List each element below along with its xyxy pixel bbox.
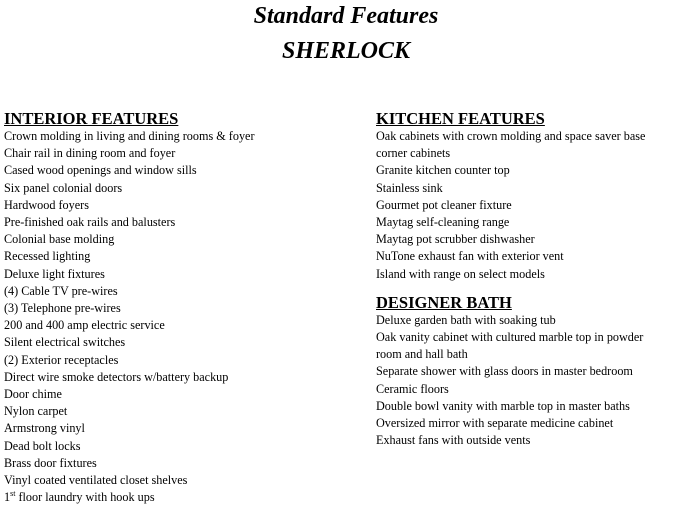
list-item: Maytag pot scrubber dishwasher	[376, 232, 535, 247]
list-item: (4) Cable TV pre-wires	[4, 283, 118, 298]
document-title: Standard Features	[253, 3, 439, 29]
list-item: Crown molding in living and dining rooms & foyer	[4, 129, 255, 143]
interior-features-list	[4, 128, 354, 506]
list-item: Maytag self-cleaning range	[376, 215, 510, 230]
designer-bath-list	[376, 312, 686, 450]
list-item: Stainless sink	[376, 180, 443, 195]
right-column	[376, 110, 686, 449]
list-item: Granite kitchen counter top	[376, 163, 510, 178]
list-item: Six panel colonial doors	[4, 180, 123, 195]
list-item: (3) Telephone pre-wires	[4, 301, 121, 316]
list-item: Deluxe light fixtures	[4, 266, 105, 281]
designer-bath-section	[376, 294, 686, 450]
list-item: NuTone exhaust fan with exterior vent	[376, 249, 564, 264]
list-item: (2) Exterior receptacles	[4, 352, 119, 367]
list-item: Silent electrical switches	[4, 335, 126, 350]
document-subtitle: SHERLOCK	[281, 38, 411, 64]
list-item-laundry	[4, 489, 354, 506]
interior-features-section	[4, 110, 354, 506]
list-item: Ceramic floors	[376, 381, 449, 396]
kitchen-features-heading: KITCHEN FEATURES	[376, 109, 545, 128]
list-item: Oversized mirror with separate medicine cabinet	[376, 416, 614, 431]
list-item: Recessed lighting	[4, 249, 91, 264]
list-item: Cased wood openings and window sills	[4, 163, 197, 178]
list-item: Chair rail in dining room and foyer	[4, 146, 176, 161]
list-item-text: floor laundry with hook ups	[15, 490, 155, 505]
list-item: Island with range on select models	[376, 266, 545, 281]
list-item: Hardwood foyers	[4, 197, 89, 212]
list-item: Oak cabinets with crown molding and space saver base	[376, 129, 646, 143]
list-item: Nylon carpet	[4, 404, 68, 419]
designer-bath-heading: DESIGNER BATH	[376, 292, 512, 312]
ordinal-number: 1	[4, 490, 11, 505]
list-item: corner cabinets	[376, 146, 451, 161]
list-item: Pre-finished oak rails and balusters	[4, 215, 176, 230]
list-item: Brass door fixtures	[4, 455, 97, 470]
list-item: Colonial base molding	[4, 232, 115, 247]
interior-features-heading: INTERIOR FEATURES	[4, 109, 179, 128]
list-item: room and hall bath	[376, 347, 468, 362]
list-item: 200 and 400 amp electric service	[4, 318, 165, 333]
list-item: Armstrong vinyl	[4, 421, 85, 436]
list-item: Oak vanity cabinet with cultured marble top in powder	[376, 330, 644, 345]
list-item: Exhaust fans with outside vents	[376, 433, 531, 448]
kitchen-features-section	[376, 110, 686, 283]
list-item: Dead bolt locks	[4, 438, 81, 453]
list-item: Gourmet pot cleaner fixture	[376, 197, 512, 212]
list-item: Direct wire smoke detectors w/battery backup	[4, 369, 229, 384]
list-item: Deluxe garden bath with soaking tub	[376, 312, 556, 327]
kitchen-features-list	[376, 128, 686, 283]
ordinal-suffix: st	[10, 489, 16, 499]
list-item: Vinyl coated ventilated closet shelves	[4, 473, 188, 488]
list-item: Separate shower with glass doors in master bedroom	[376, 364, 633, 379]
list-item: Double bowl vanity with marble top in master baths	[376, 398, 630, 413]
list-item: Door chime	[4, 387, 62, 402]
